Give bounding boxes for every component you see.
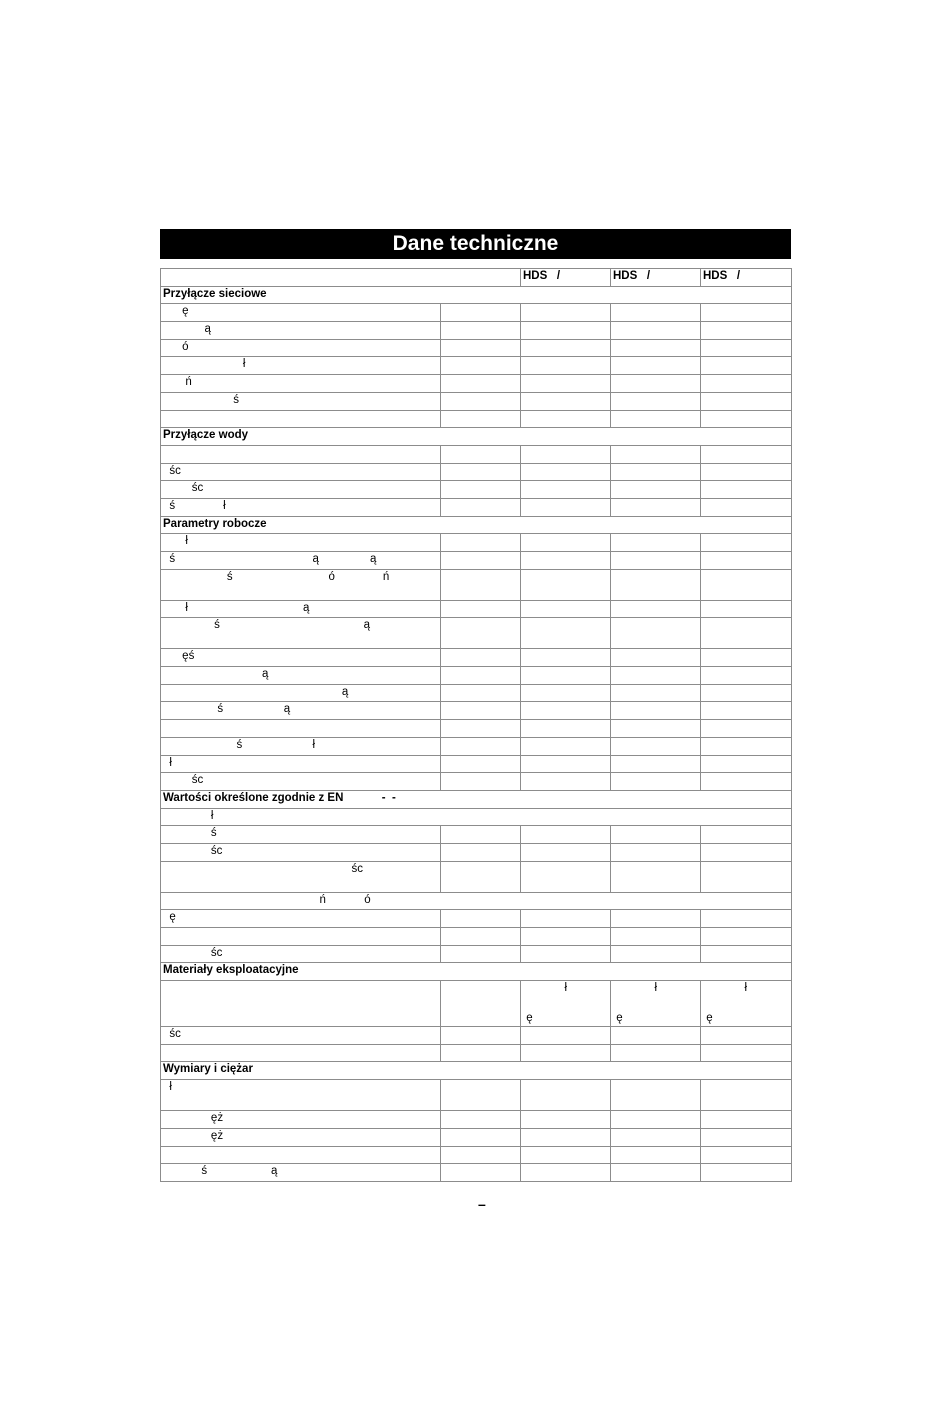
row-label: ęż [161, 1111, 441, 1129]
row-label: ś [161, 392, 441, 410]
consumable-cell-1: ł ę [521, 981, 611, 1027]
section-row [161, 1062, 792, 1080]
table-row [161, 445, 792, 463]
row-label: ń [161, 375, 441, 393]
table-row [161, 755, 792, 773]
section-title: Materiały eksploatacyjne [161, 963, 792, 981]
header-label [161, 269, 521, 287]
section-row [161, 428, 792, 446]
table-row [161, 569, 792, 600]
section-title: Parametry robocze [161, 516, 792, 534]
table-row [161, 667, 792, 685]
row-label: ł ą [161, 600, 441, 618]
row-label: śc [161, 773, 441, 791]
table-row [161, 357, 792, 375]
row-label [161, 1044, 441, 1062]
row-label: ęś [161, 649, 441, 667]
row-label: ł [161, 808, 792, 826]
row-label: ęż [161, 1128, 441, 1146]
row-label: śc [161, 1027, 441, 1045]
table-row [161, 552, 792, 570]
table-row [161, 737, 792, 755]
table-row [161, 808, 792, 826]
row-label: ś ó ń [161, 569, 441, 600]
row-label: ą [161, 684, 441, 702]
table-row [161, 1044, 792, 1062]
table-row [161, 684, 792, 702]
row-label: ł [161, 357, 441, 375]
row-label: ł [161, 534, 441, 552]
table-row [161, 1128, 792, 1146]
table-row [161, 410, 792, 428]
section-row [161, 516, 792, 534]
section-row [161, 286, 792, 304]
page-number-dash: – [478, 1196, 486, 1212]
row-label: ó [161, 339, 441, 357]
table-row [161, 1027, 792, 1045]
row-label [161, 928, 441, 946]
row-label: ą [161, 322, 441, 340]
row-label: śc [161, 481, 441, 499]
section-title: Wymiary i ciężar [161, 1062, 792, 1080]
header-model-1: HDS / [521, 269, 611, 287]
section-title: Wartości określone zgodnie z EN - - [161, 790, 792, 808]
table-row [161, 618, 792, 649]
table-row [161, 1164, 792, 1182]
row-label: ą [161, 667, 441, 685]
section-row [161, 790, 792, 808]
row-label: ę [161, 910, 441, 928]
table-row [161, 322, 792, 340]
table-row [161, 773, 792, 791]
row-label [161, 1146, 441, 1164]
row-label: ń ó [161, 892, 792, 910]
consumable-cell-3: ł ę [701, 981, 792, 1027]
page-title: Dane techniczne [160, 229, 791, 259]
table-row [161, 392, 792, 410]
table-header-row [161, 269, 792, 287]
row-label: ł [161, 1080, 441, 1111]
table-row [161, 1080, 792, 1111]
table-row [161, 843, 792, 861]
row-label: ł [161, 755, 441, 773]
table-row [161, 892, 792, 910]
consumable-cell-2: ł ę [611, 981, 701, 1027]
row-label [161, 410, 441, 428]
row-label: ś [161, 826, 441, 844]
table-row [161, 649, 792, 667]
header-model-2: HDS / [611, 269, 701, 287]
table-row [161, 945, 792, 963]
row-label: śc [161, 843, 441, 861]
table-row [161, 463, 792, 481]
table-row [161, 375, 792, 393]
section-title: Przyłącze sieciowe [161, 286, 792, 304]
table-row [161, 304, 792, 322]
row-label: ś ą ą [161, 552, 441, 570]
table-row [161, 481, 792, 499]
row-label: ś ł [161, 498, 441, 516]
row-label [161, 445, 441, 463]
table-row [161, 861, 792, 892]
row-label: ś ł [161, 737, 441, 755]
row-label [161, 720, 441, 738]
table-row [161, 826, 792, 844]
header-model-3: HDS / [701, 269, 792, 287]
row-label: ę [161, 304, 441, 322]
row-label: ś ą [161, 702, 441, 720]
table-row [161, 339, 792, 357]
table-row [161, 910, 792, 928]
table-row [161, 720, 792, 738]
section-row [161, 963, 792, 981]
row-label [161, 981, 441, 1027]
table-row [161, 981, 792, 1027]
table-row [161, 498, 792, 516]
table-row [161, 928, 792, 946]
row-label: śc [161, 861, 441, 892]
row-label: śc [161, 463, 441, 481]
row-label: śc [161, 945, 441, 963]
table-row [161, 534, 792, 552]
row-label: ś ą [161, 1164, 441, 1182]
table-row [161, 1111, 792, 1129]
row-label: ś ą [161, 618, 441, 649]
section-title: Przyłącze wody [161, 428, 792, 446]
table-row [161, 702, 792, 720]
table-row [161, 1146, 792, 1164]
technical-data-table [160, 268, 792, 1182]
table-row [161, 600, 792, 618]
